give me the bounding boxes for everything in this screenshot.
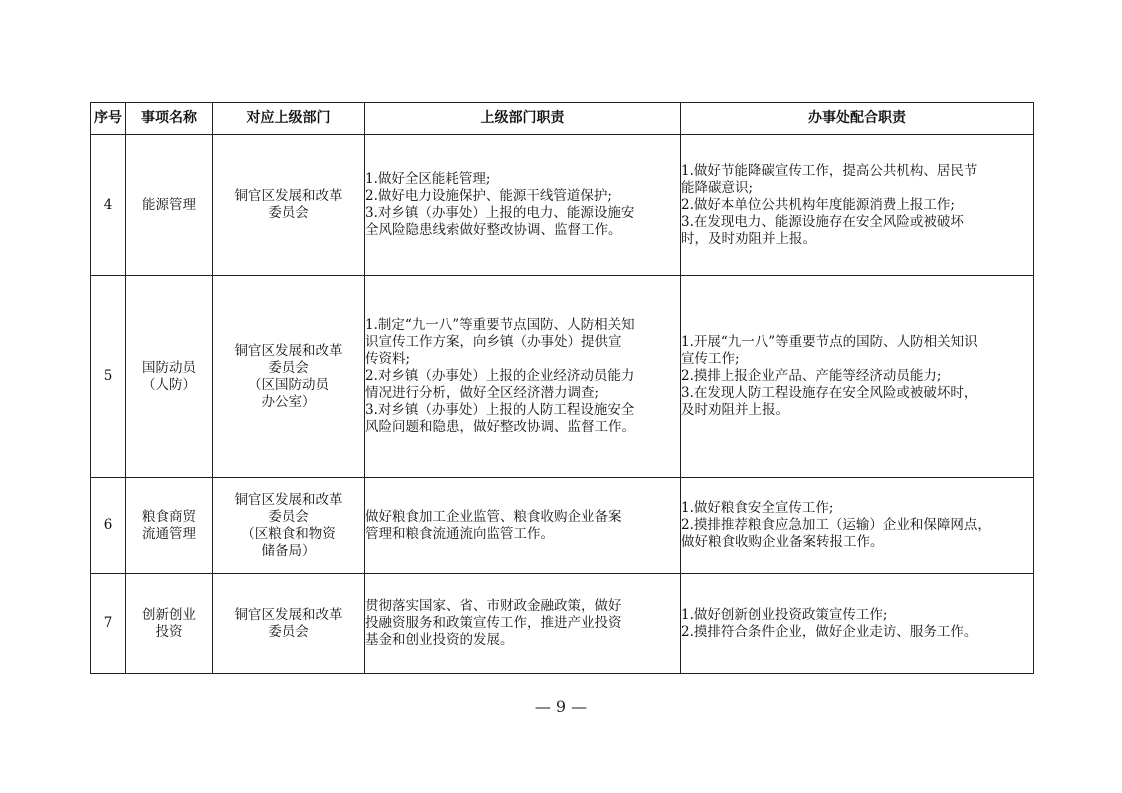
row-coop: 1.做好节能降碳宣传工作，提高公共机构、居民节 能降碳意识; 2.做好本单位公共机构年度能源消费上报工作; 3.在发现电力、能源设施存在安全风险或被破坏 时，及时劝阻并上报。 (681, 135, 1034, 276)
row-item-name: 粮食商贸 流通管理 (126, 478, 213, 574)
header-item: 事项名称 (126, 103, 213, 135)
row-seq: 5 (91, 276, 126, 478)
row-duty: 贯彻落实国家、省、市财政金融政策，做好 投融资服务和政策宣传工作，推进产业投资 基金和创业投资的发展。 (365, 574, 681, 674)
duty-table (90, 102, 1034, 674)
row-item-name: 国防动员 （人防） (126, 276, 213, 478)
row-duty: 1.制定“九一八”等重要节点国防、人防相关知 识宣传工作方案，向乡镇（办事处）提供宣 传资料; 2.对乡镇（办事处）上报的企业经济动员能力 情况进行分析，做好全区经济潜力调查; 3.对乡镇（办事处）上报的人防工程设施安全 风险问题和隐患，做好整改协调、监督工作。 (365, 276, 681, 478)
table-row (91, 478, 1034, 574)
row-dept: 铜官区发展和改革 委员会 （区国防动员 办公室） (213, 276, 365, 478)
row-item-name: 能源管理 (126, 135, 213, 276)
table-row (91, 574, 1034, 674)
table-row (91, 276, 1034, 478)
row-seq: 7 (91, 574, 126, 674)
row-duty: 1.做好全区能耗管理; 2.做好电力设施保护、能源干线管道保护; 3.对乡镇（办事处）上报的电力、能源设施安 全风险隐患线索做好整改协调、监督工作。 (365, 135, 681, 276)
row-coop: 1.做好创新创业投资政策宣传工作; 2.摸排符合条件企业，做好企业走访、服务工作。 (681, 574, 1034, 674)
row-coop: 1.做好粮食安全宣传工作; 2.摸排推荐粮食应急加工（运输）企业和保障网点， 做好粮食收购企业备案转报工作。 (681, 478, 1034, 574)
page-number: — 9 — (534, 697, 588, 716)
header-duty: 上级部门职责 (365, 103, 681, 135)
header-coop: 办事处配合职责 (681, 103, 1034, 135)
row-coop: 1.开展“九一八”等重要节点的国防、人防相关知识 宣传工作; 2.摸排上报企业产品、产能等经济动员能力; 3.在发现人防工程设施存在安全风险或被破坏时， 及时劝阻并上报。 (681, 276, 1034, 478)
table-row (91, 135, 1034, 276)
row-dept: 铜官区发展和改革 委员会 （区粮食和物资 储备局） (213, 478, 365, 574)
header-dept: 对应上级部门 (213, 103, 365, 135)
row-item-name: 创新创业 投资 (126, 574, 213, 674)
header-row (91, 103, 1034, 135)
row-dept: 铜官区发展和改革 委员会 (213, 574, 365, 674)
row-duty: 做好粮食加工企业监管、粮食收购企业备案 管理和粮食流通流向监管工作。 (365, 478, 681, 574)
row-seq: 6 (91, 478, 126, 574)
header-seq: 序号 (91, 103, 126, 135)
row-seq: 4 (91, 135, 126, 276)
row-dept: 铜官区发展和改革 委员会 (213, 135, 365, 276)
